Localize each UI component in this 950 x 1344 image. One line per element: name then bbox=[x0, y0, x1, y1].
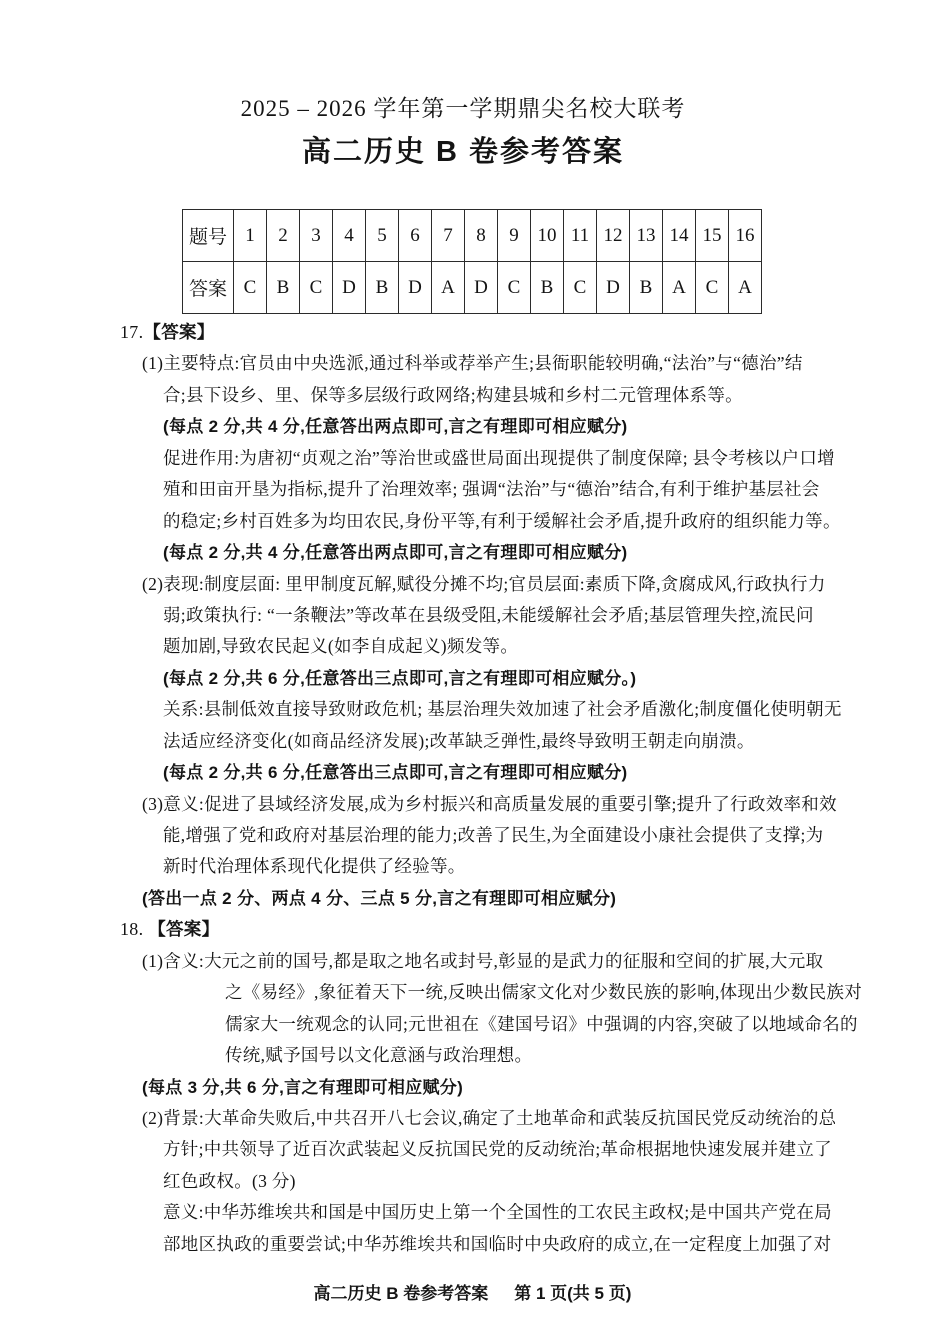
answer-cell: D bbox=[597, 262, 630, 314]
answer-text-line: (1)含义:大元之前的国号,都是取之地名或封号,彰显的是武力的征服和空间的扩展,大元取 bbox=[142, 950, 824, 971]
question-number-cell: 5 bbox=[366, 210, 399, 262]
scoring-note-line: (每点 2 分,共 4 分,任意答出两点即可,言之有理即可相应赋分) bbox=[163, 417, 628, 437]
question-number-marker: 18. bbox=[120, 919, 149, 940]
scoring-note-line: (每点 3 分,共 6 分,言之有理即可相应赋分) bbox=[142, 1077, 464, 1097]
answer-cell: C bbox=[234, 262, 267, 314]
question-heading bbox=[0, 317, 950, 348]
answer-text-line: (3)意义:促进了县域经济发展,成为乡村振兴和高质量发展的重要引擎;提升了行政效率和效 bbox=[142, 793, 837, 814]
question-number-cell: 9 bbox=[498, 210, 531, 262]
answer-cell: A bbox=[729, 262, 762, 314]
answer-row-label: 答案 bbox=[183, 262, 234, 314]
question-number-cell: 12 bbox=[597, 210, 630, 262]
question-heading bbox=[0, 914, 950, 945]
answer-cell: B bbox=[630, 262, 663, 314]
answer-text-line: 题加剧,导致农民起义(如李自成起义)频发等。 bbox=[163, 636, 519, 657]
answer-cell: C bbox=[300, 262, 333, 314]
footer-doc-label: 高二历史 B 卷参考答案 bbox=[313, 1284, 489, 1303]
question-number-cell: 13 bbox=[630, 210, 663, 262]
question-number-cell: 2 bbox=[267, 210, 300, 262]
answer-cell: B bbox=[366, 262, 399, 314]
answer-row bbox=[183, 262, 762, 314]
answer-label: 【答案】 bbox=[148, 919, 220, 940]
answer-text-line: 关系:县制低效直接导致财政危机; 基层治理失效加速了社会矛盾激化;制度僵化使明朝无 bbox=[163, 699, 842, 720]
answer-text-line: 殖和田亩开垦为指标,提升了治理效率; 强调“法治”与“德治”结合,有利于维护基层社会 bbox=[163, 479, 820, 500]
answer-text-line: 意义:中华苏维埃共和国是中国历史上第一个全国性的工农民主政权;是中国共产党在局 bbox=[163, 1202, 832, 1223]
question-number-cell: 3 bbox=[300, 210, 333, 262]
scoring-note-line: (每点 2 分,共 6 分,任意答出三点即可,言之有理即可相应赋分) bbox=[163, 763, 628, 783]
scoring-note-line: (每点 2 分,共 6 分,任意答出三点即可,言之有理即可相应赋分。) bbox=[163, 668, 637, 688]
answer-cell: C bbox=[498, 262, 531, 314]
answer-cell: D bbox=[399, 262, 432, 314]
question-number-cell: 10 bbox=[531, 210, 564, 262]
answer-cell: C bbox=[564, 262, 597, 314]
question-number-row bbox=[183, 210, 762, 262]
question-number-cell: 1 bbox=[234, 210, 267, 262]
page-title: 高二历史 B 卷参考答案 bbox=[301, 136, 625, 168]
answer-text-line: 传统,赋予国号以文化意涵与政治理想。 bbox=[225, 1045, 533, 1066]
answer-explanations bbox=[0, 317, 950, 1260]
page-footer bbox=[0, 1259, 926, 1324]
answer-text-line: 的稳定;乡村百姓多为均田农民,身份平等,有利于缓解社会矛盾,提升政府的组织能力等。 bbox=[163, 510, 841, 531]
answer-text-line: 儒家大一统观念的认同;元世祖在《建国号诏》中强调的内容,突破了以地域命名的 bbox=[225, 1013, 858, 1034]
answer-cell: A bbox=[432, 262, 465, 314]
answer-text-line: 弱;政策执行: “一条鞭法”等改革在县级受阻,未能缓解社会矛盾;基层管理失控,流民问 bbox=[163, 604, 814, 625]
answer-text-line: 法适应经济变化(如商品经济发展);改革缺乏弹性,最终导致明王朝走向崩溃。 bbox=[163, 730, 755, 751]
scoring-note-line: (答出一点 2 分、两点 4 分、三点 5 分,言之有理即可相应赋分) bbox=[142, 888, 617, 908]
multiple-choice-answer-table bbox=[182, 209, 762, 314]
answer-text-line: 新时代治理体系现代化提供了经验等。 bbox=[163, 856, 466, 877]
question-number-cell: 11 bbox=[564, 210, 597, 262]
answer-cell: D bbox=[465, 262, 498, 314]
answer-cell: C bbox=[696, 262, 729, 314]
answer-text-line: (1)主要特点:官员由中央选派,通过科举或荐举产生;县衙职能较明确,“法治”与“德治”结 bbox=[142, 353, 803, 374]
question-number-cell: 6 bbox=[399, 210, 432, 262]
question-number-cell: 7 bbox=[432, 210, 465, 262]
footer-page-number: 第 1 页(共 5 页) bbox=[514, 1284, 632, 1303]
answer-text-line: 之《易经》,象征着天下一统,反映出儒家文化对少数民族的影响,体现出少数民族对 bbox=[225, 982, 863, 1003]
answer-text-line: (2)背景:大革命失败后,中共召开八七会议,确定了土地革命和武装反抗国民党反动统治的总 bbox=[142, 1107, 837, 1128]
answer-text-line: 方针;中共领导了近百次武装起义反抗国民党的反动统治;革命根据地快速发展并建立了 bbox=[163, 1139, 832, 1160]
question-number-cell: 16 bbox=[729, 210, 762, 262]
answer-text-line: 合;县下设乡、里、保等多层级行政网络;构建县城和乡村二元管理体系等。 bbox=[163, 384, 743, 405]
question-number-cell: 14 bbox=[663, 210, 696, 262]
answer-cell: D bbox=[333, 262, 366, 314]
answer-cell: A bbox=[663, 262, 696, 314]
answer-text-line: 红色政权。(3 分) bbox=[163, 1170, 296, 1191]
answer-text-line: 促进作用:为唐初“贞观之治”等治世或盛世局面出现提供了制度保障; 县令考核以户口增 bbox=[163, 447, 835, 468]
answer-text-line: 能,增强了党和政府对基层治理的能力;改善了民生,为全面建设小康社会提供了支撑;为 bbox=[163, 825, 824, 845]
question-number-row-label: 题号 bbox=[183, 210, 234, 262]
question-number-cell: 4 bbox=[333, 210, 366, 262]
question-number-marker: 17. bbox=[120, 322, 144, 342]
exam-session-title: 2025 – 2026 学年第一学期鼎尖名校大联考 bbox=[240, 96, 686, 121]
scoring-note-line: (每点 2 分,共 4 分,任意答出两点即可,言之有理即可相应赋分) bbox=[163, 543, 628, 563]
question-number-cell: 15 bbox=[696, 210, 729, 262]
answer-cell: B bbox=[531, 262, 564, 314]
question-number-cell: 8 bbox=[465, 210, 498, 262]
answer-text-line: (2)表现:制度层面: 里甲制度瓦解,赋役分摊不均;官员层面:素质下降,贪腐成风,行政执行力 bbox=[142, 573, 826, 594]
answer-text-line: 部地区执政的重要尝试;中华苏维埃共和国临时中央政府的成立,在一定程度上加强了对 bbox=[163, 1233, 832, 1254]
answer-cell: B bbox=[267, 262, 300, 314]
answer-label: 【答案】 bbox=[143, 322, 215, 342]
